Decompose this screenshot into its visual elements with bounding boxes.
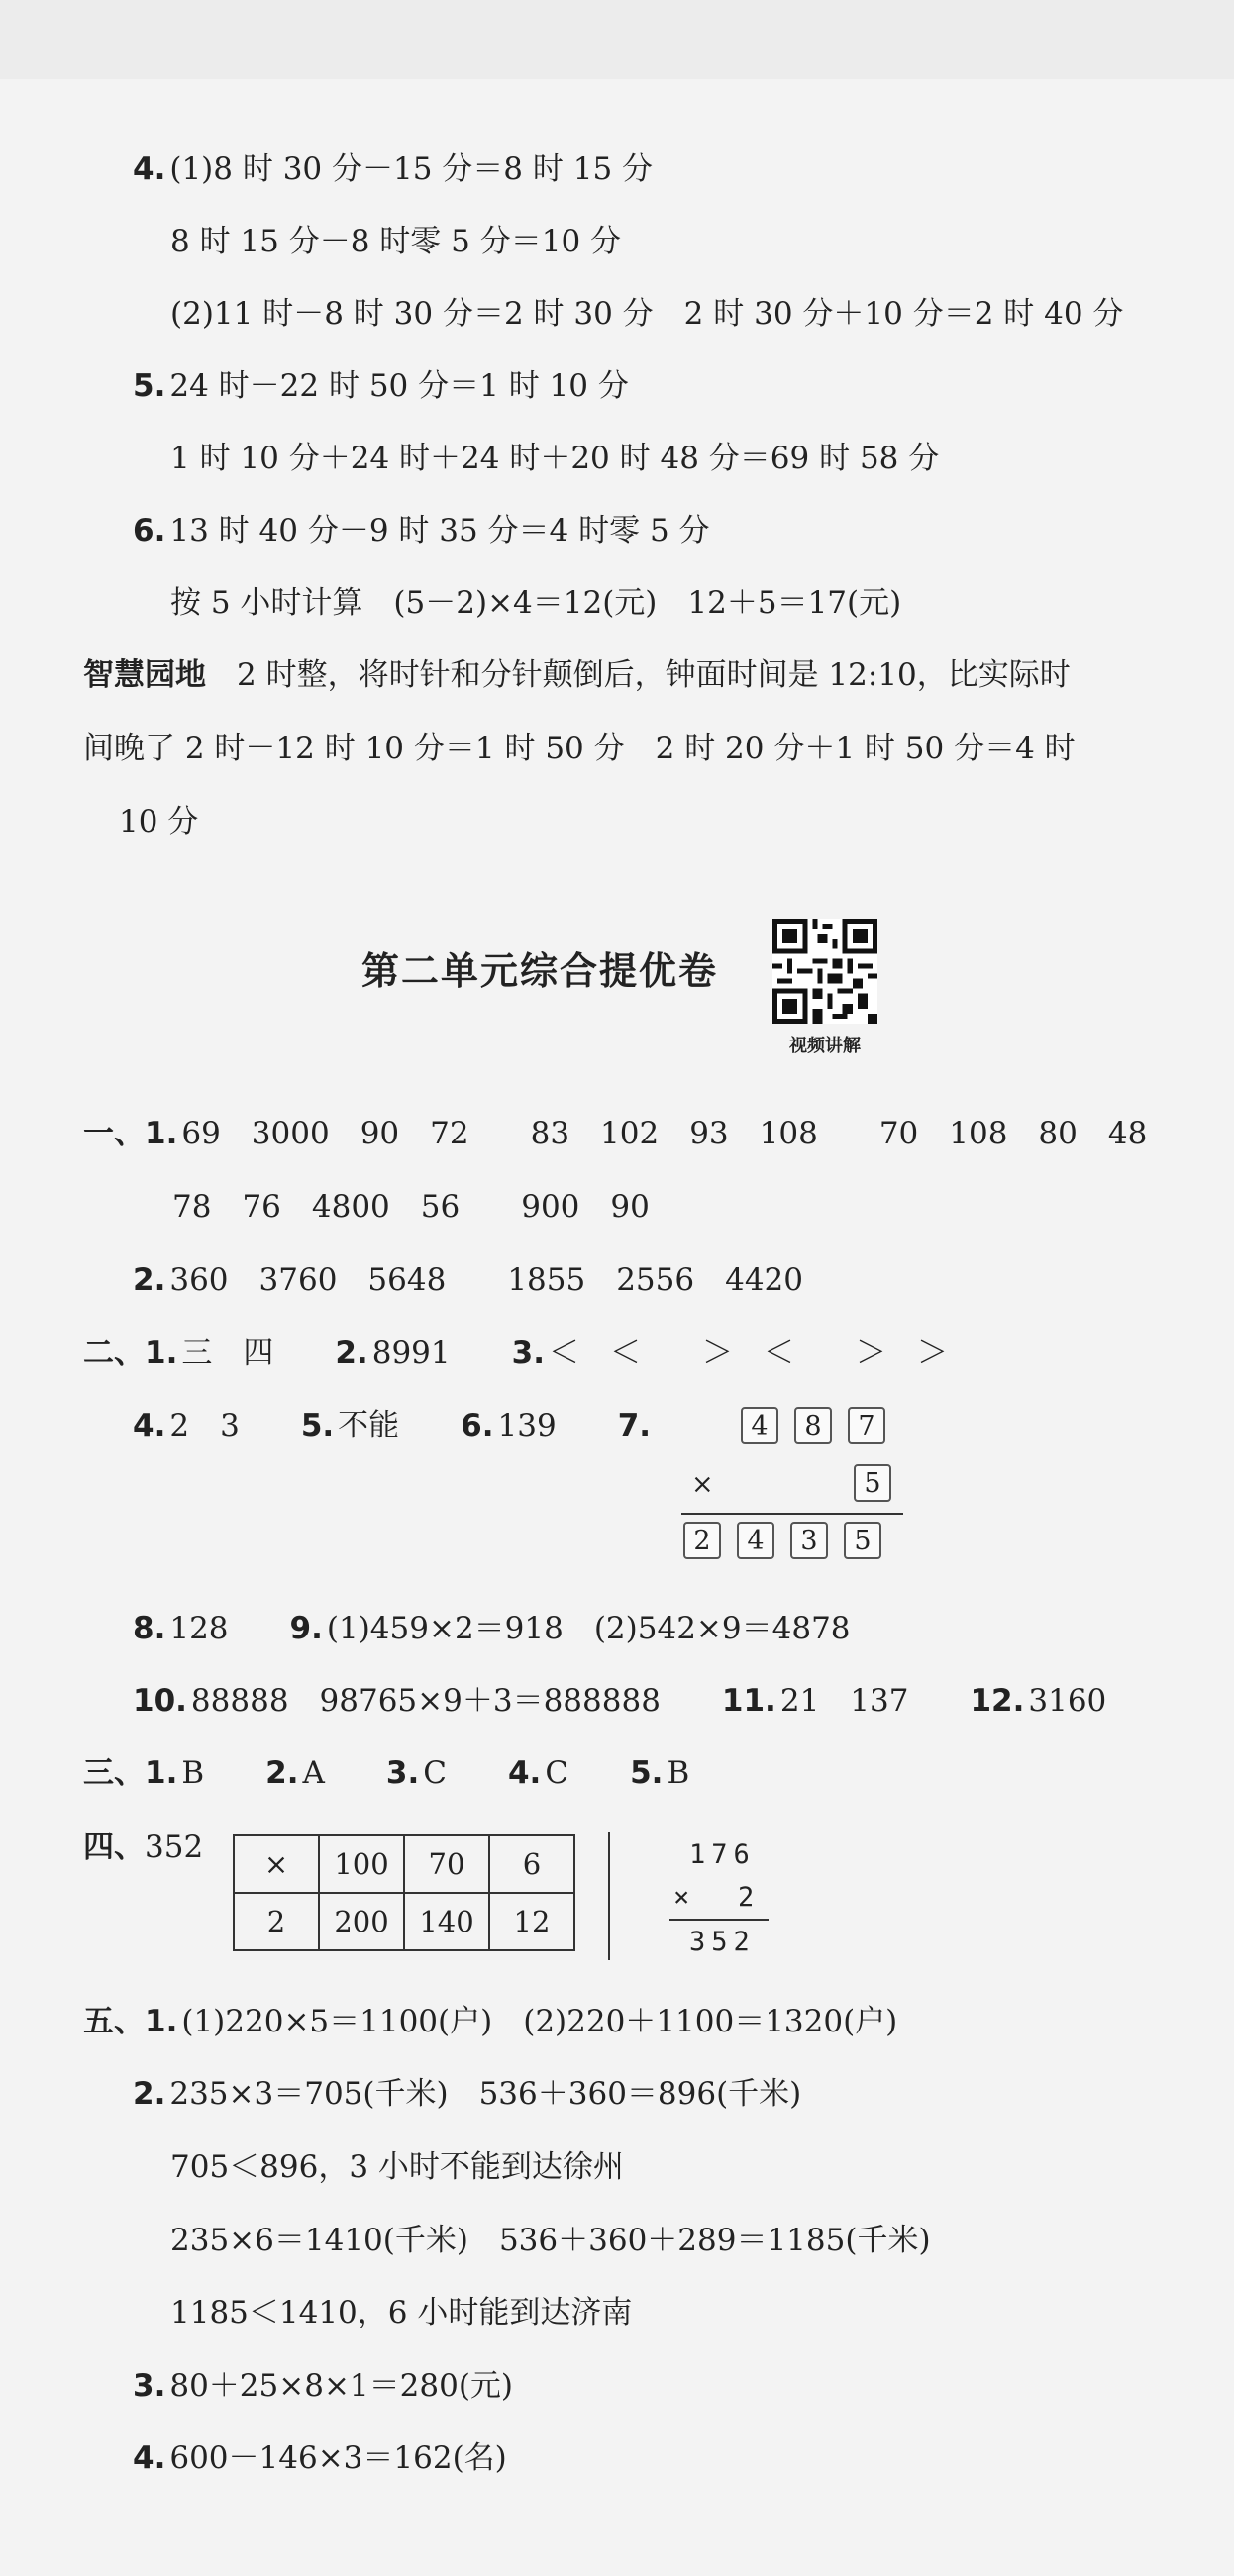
mult-multiplier-box [854, 1464, 891, 1502]
mult-times-sign: × [691, 1469, 714, 1500]
q4-line1: 4. (1)8 时 30 分－15 分＝8 时 15 分 [133, 151, 654, 187]
digit-box: 5 [844, 1522, 881, 1559]
part5-q2-l4: 1185＜1410，6 小时能到达济南 [170, 2295, 633, 2330]
digit-box: 8 [794, 1407, 832, 1444]
part4-answer: 四、352 [83, 1830, 204, 1865]
table-cell: 100 [319, 1835, 404, 1893]
table-cell: 12 [489, 1893, 574, 1950]
zhihui-line2: 间晚了 2 时－12 时 10 分＝1 时 50 分 2 时 20 分＋1 时 50 分＝4 时 [83, 731, 1076, 766]
vertical-mid: × 2 [673, 1882, 755, 1913]
digit-box: 4 [737, 1522, 774, 1559]
q4-line3: (2)11 时－8 时 30 分＝2 时 30 分 2 时 30 分＋10 分＝2 时 40 分 [170, 296, 1124, 332]
digit-box: 3 [790, 1522, 828, 1559]
zhihui-label: 智慧园地 [83, 657, 206, 693]
multiplication-table [233, 1834, 575, 1951]
q5-line1: 5. 24 时－22 时 50 分＝1 时 10 分 [133, 368, 629, 404]
digit-box: 2 [683, 1522, 721, 1559]
q5-line2: 1 时 10 分＋24 时＋24 时＋20 时 48 分＝69 时 58 分 [170, 441, 940, 476]
digit-box: 5 [854, 1464, 891, 1502]
zhihui-line3: 10 分 [119, 804, 199, 840]
part5-q1: 五、1. (1)220×5＝1100(户) (2)220＋1100＝1320(户) [83, 2004, 898, 2039]
part5-q4: 4. 600－146×3＝162(名) [133, 2440, 507, 2476]
q6-line1: 6. 13 时 40 分－9 时 35 分＝4 时零 5 分 [133, 513, 710, 548]
digit-box: 4 [741, 1407, 778, 1444]
table-cell: × [234, 1835, 319, 1893]
part1-q1-row1: 一、1. 69 3000 90 72 83 102 93 108 70 108 80 48 [83, 1116, 1148, 1151]
part2-row4: 10. 88888 98765×9＋3＝888888 11. 21 137 12. 3160 [133, 1683, 1107, 1719]
part1-q1-row2: 78 76 4800 56 900 90 [172, 1189, 650, 1225]
part5-q2-l3: 235×6＝1410(千米) 536＋360＋289＝1185(千米) [170, 2223, 931, 2258]
part2-row2: 4. 2 3 5. 不能 6. 139 7. [133, 1408, 652, 1443]
section-divider [608, 1832, 610, 1960]
table-cell: 140 [404, 1893, 489, 1950]
part5-q3: 3. 80＋25×8×1＝280(元) [133, 2368, 514, 2404]
table-row [234, 1835, 574, 1893]
vertical-rule [669, 1919, 769, 1921]
mult-multiplicand-boxes [741, 1407, 885, 1444]
part3-row: 三、1. B 2. A 3. C 4. C 5. B [83, 1755, 690, 1791]
vertical-bottom: 352 [689, 1927, 756, 1957]
digit-box: 7 [848, 1407, 885, 1444]
vertical-top: 176 [689, 1839, 756, 1870]
part5-q2-l1: 2. 235×3＝705(千米) 536＋360＝896(千米) [133, 2076, 802, 2112]
q6-line2: 按 5 小时计算 (5－2)×4＝12(元) 12＋5＝17(元) [170, 585, 902, 621]
mult-product-boxes [683, 1522, 881, 1559]
qr-caption: 视频讲解 [789, 1036, 861, 1056]
table-cell: 6 [489, 1835, 574, 1893]
mult-divider-line [681, 1513, 903, 1515]
table-cell: 200 [319, 1893, 404, 1950]
part1-q2: 2. 360 3760 5648 1855 2556 4420 [133, 1262, 803, 1298]
part5-q2-l2: 705＜896，3 小时不能到达徐州 [170, 2149, 624, 2185]
zhihui-line1: 智慧园地 2 时整，将时针和分针颠倒后，钟面时间是 12:10，比实际时 [83, 657, 1071, 693]
table-row [234, 1893, 574, 1950]
table-cell: 70 [404, 1835, 489, 1893]
q4-line2: 8 时 15 分－8 时零 5 分＝10 分 [170, 224, 622, 259]
part2-row1: 二、1. 三 四 2. 8991 3. ＜ ＜ ＞ ＜ ＞ ＞ [83, 1336, 948, 1371]
table-cell: 2 [234, 1893, 319, 1950]
part2-row3: 8. 128 9. (1)459×2＝918 (2)542×9＝4878 [133, 1611, 851, 1646]
qr-code-icon[interactable] [772, 919, 877, 1024]
unit-title: 第二单元综合提优卷 [361, 949, 719, 993]
